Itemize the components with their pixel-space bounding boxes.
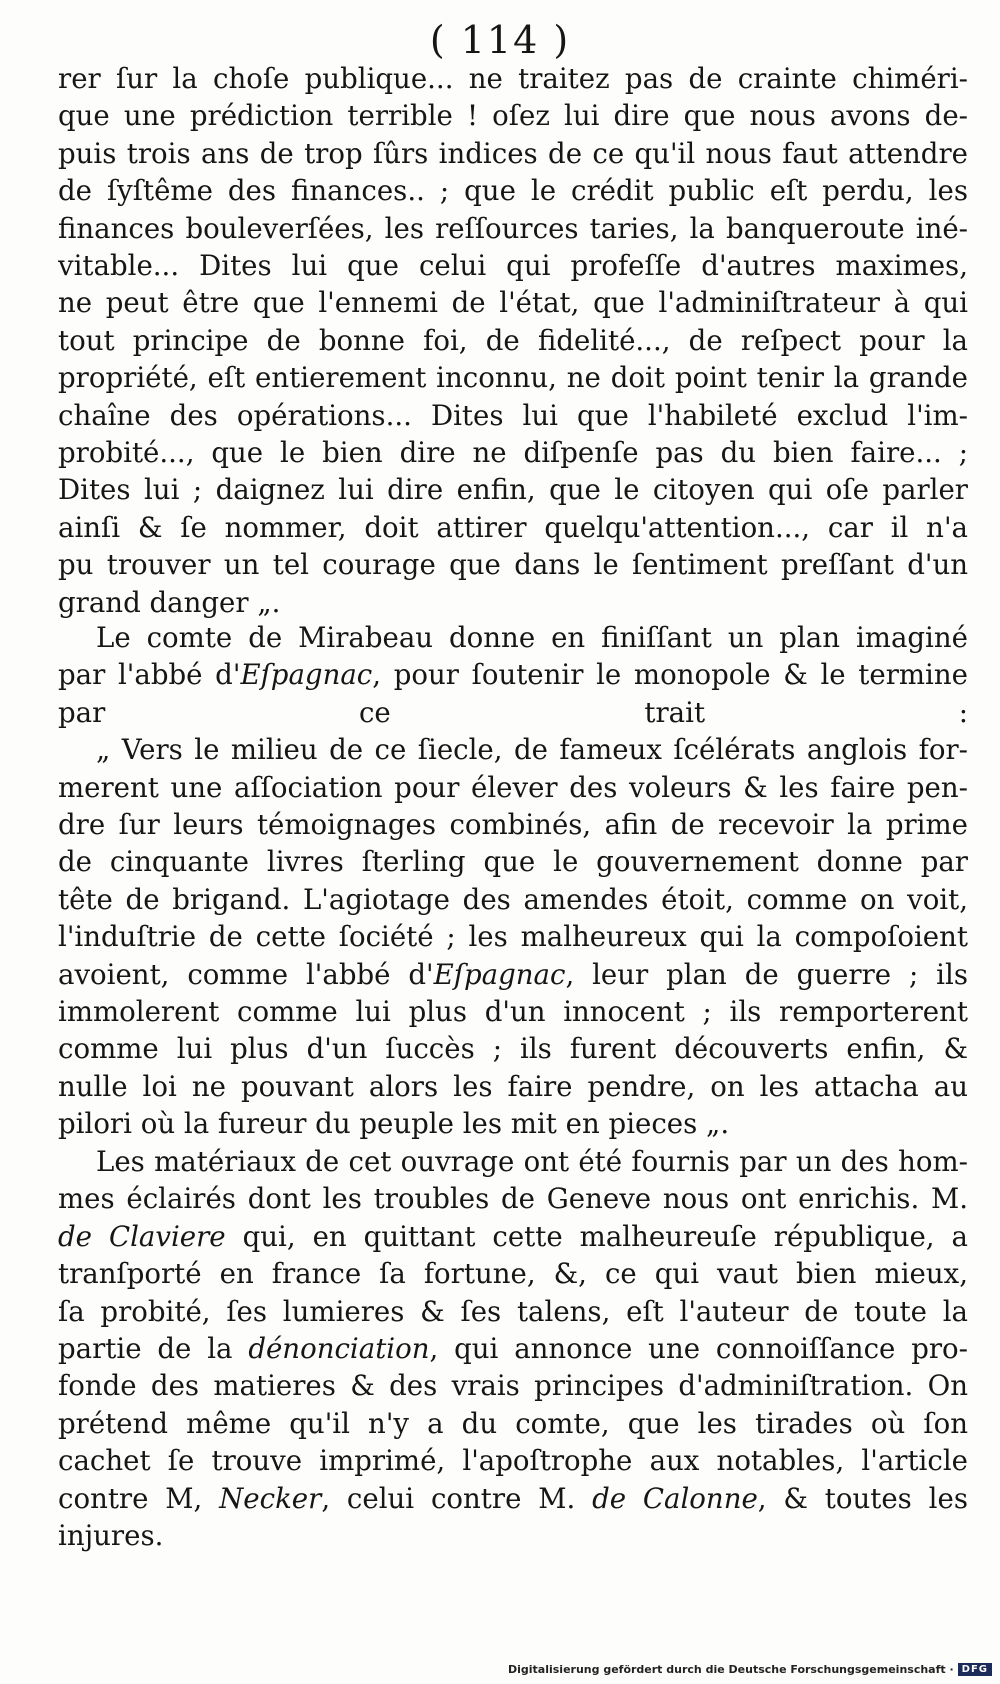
text-line [58, 97, 968, 134]
text-line [58, 509, 968, 546]
text-line [58, 956, 968, 993]
text-line [58, 993, 968, 1030]
text-line [58, 1143, 968, 1180]
italic-name: de Calonne [592, 1481, 758, 1515]
text-segment: puis trois ans de trop ſûrs indices de ce qu'il nous faut attendre [58, 136, 968, 170]
text-segment: vitable... Dites lui que celui qui profeſſe d'autres maximes, [58, 249, 968, 283]
text-segment: tête de brigand. L'agiotage des amendes étoit, comme on voit, [58, 882, 968, 916]
text-segment: merent une aſſociation pour élever des voleurs & les faire pen- [58, 770, 968, 804]
digitization-credit [508, 1663, 992, 1676]
text-line [58, 1255, 968, 1292]
text-segment: que une prédiction terrible ! oſez lui dire que nous avons de- [58, 99, 968, 133]
text-line [58, 135, 968, 172]
text-line [58, 434, 968, 471]
text-segment: prétend même qu'il n'y a du comte, que les tirades où ſon [58, 1406, 968, 1440]
text-line [58, 60, 968, 97]
text-segment: nulle loi ne pouvant alors les faire pendre, on les attacha au [58, 1069, 968, 1103]
text-segment: immolerent comme lui plus d'un innocent ; ils remporterent [58, 995, 968, 1029]
text-segment: cachet ſe trouve imprimé, l'apoſtrophe aux notables, l'article [58, 1444, 968, 1478]
text-segment: finances bouleverſées, les reſſources taries, la banqueroute iné- [58, 211, 968, 245]
text-segment: comme lui plus d'un ſuccès ; ils furent découverts enfin, & [58, 1032, 968, 1066]
text-line [58, 918, 968, 955]
text-line [58, 1405, 968, 1442]
text-segment: grand danger „. [58, 585, 281, 619]
text-segment: propriété, eſt entierement inconnu, ne doit point tenir la grande [58, 361, 968, 395]
text-line [58, 1367, 968, 1404]
text-segment: , pour ſoutenir le monopole & le termine [372, 658, 968, 692]
text-line [58, 1218, 968, 1255]
text-line [58, 1180, 968, 1217]
text-segment: Les matériaux de cet ouvrage ont été fournis par un des hom- [96, 1145, 968, 1178]
text-segment: partie de la [58, 1332, 249, 1366]
italic-name: Eſpagnac [240, 658, 373, 692]
text-line [58, 210, 968, 247]
text-segment: chaîne des opérations... Dites lui que l'habileté exclud l'im- [58, 398, 968, 432]
paragraph-2 [58, 619, 968, 1143]
dfg-logo: DFG [958, 1663, 992, 1676]
text-segment: fonde des matieres & des vrais principes d'adminiſtration. On [58, 1369, 968, 1403]
text-segment: l'induſtrie de cette ſociété ; les malheureux qui la compoſoient [58, 920, 968, 954]
text-segment: par l'abbé d' [58, 658, 241, 692]
text-line [58, 1517, 968, 1554]
text-segment: qui, en quittant cette malheureuſe république, a [225, 1219, 968, 1253]
text-segment: mes éclairés dont les troubles de Geneve nous ont enrichis. M. [58, 1182, 968, 1216]
text-line [58, 1442, 968, 1479]
text-segment: de ſyſtême des finances.. ; que le crédit public eſt perdu, les [58, 174, 968, 208]
text-line [58, 656, 968, 693]
text-segment: rer ſur la choſe publique... ne traitez pas de crainte chiméri- [58, 62, 968, 95]
text-line [58, 247, 968, 284]
text-segment: contre M, [58, 1481, 220, 1515]
text-line [58, 1105, 968, 1142]
text-segment: ſa probité, ſes lumieres & ſes talens, eſt l'auteur de toute la [58, 1294, 968, 1328]
text-segment: tranſporté en france ſa fortune, &, ce qui vaut bien mieux, [58, 1257, 968, 1291]
text-segment: , celui contre M. [321, 1481, 593, 1515]
paragraph-1 [58, 60, 968, 621]
text-line [58, 769, 968, 806]
text-segment: tout principe de bonne foi, de fidelité..., de reſpect pour la [58, 323, 968, 357]
text-line [58, 619, 968, 656]
text-segment: par ce trait : [58, 695, 968, 729]
text-line [58, 881, 968, 918]
text-segment: pilori où la fureur du peuple les mit en pieces „. [58, 1107, 730, 1141]
text-segment: dre ſur leurs témoignages combinés, afin de recevoir la prime [58, 808, 968, 842]
text-segment: avoient, comme l'abbé d' [58, 957, 434, 991]
text-line [58, 1293, 968, 1330]
text-line [58, 1068, 968, 1105]
text-segment: ainſi & ſe nommer, doit attirer quelqu'attention..., car il n'a [58, 510, 968, 544]
text-segment: pu trouver un tel courage que dans le ſentiment preſſant d'un [58, 548, 968, 582]
text-line [58, 284, 968, 321]
italic-name: de Claviere [58, 1219, 226, 1253]
text-segment: , & toutes les [757, 1481, 968, 1515]
text-line [58, 397, 968, 434]
text-line [58, 1030, 968, 1067]
text-segment: , qui annonce une connoiſſance pro- [429, 1332, 968, 1366]
text-line [58, 1330, 968, 1367]
italic-name: dénonciation [248, 1332, 430, 1366]
text-segment: ne peut être que l'ennemi de l'état, que l'adminiſtrateur à qui [58, 286, 968, 320]
text-segment: „ Vers le milieu de ce ſiecle, de fameux ſcélérats anglois for- [96, 733, 968, 767]
text-segment: , leur plan de guerre ; ils [565, 957, 968, 991]
text-segment: de cinquante livres ſterling que le gouvernement donne par [58, 845, 968, 879]
italic-name: Necker [219, 1481, 322, 1515]
text-segment: Dites lui ; daignez lui dire enfin, que le citoyen qui oſe parler [58, 473, 968, 507]
text-segment: Le comte de Mirabeau donne en finiſſant un plan imaginé [96, 621, 968, 654]
text-line [58, 322, 968, 359]
text-line [58, 806, 968, 843]
text-line [58, 359, 968, 396]
text-line [58, 843, 968, 880]
paragraph-3 [58, 1143, 968, 1554]
text-line [58, 172, 968, 209]
text-line [58, 694, 968, 731]
text-line [58, 546, 968, 583]
text-line [58, 471, 968, 508]
text-segment: probité..., que le bien dire ne diſpenſe pas du bien faire... ; [58, 436, 968, 470]
text-line [58, 584, 968, 621]
text-segment: injures. [58, 1519, 164, 1553]
text-line [58, 1480, 968, 1517]
credit-text: Digitalisierung gefördert durch die Deutsche Forschungsgemeinschaft · [507, 1663, 954, 1676]
italic-name: Eſpagnac [433, 957, 566, 991]
page-number: ( 114 ) [429, 18, 571, 62]
text-line [58, 731, 968, 768]
